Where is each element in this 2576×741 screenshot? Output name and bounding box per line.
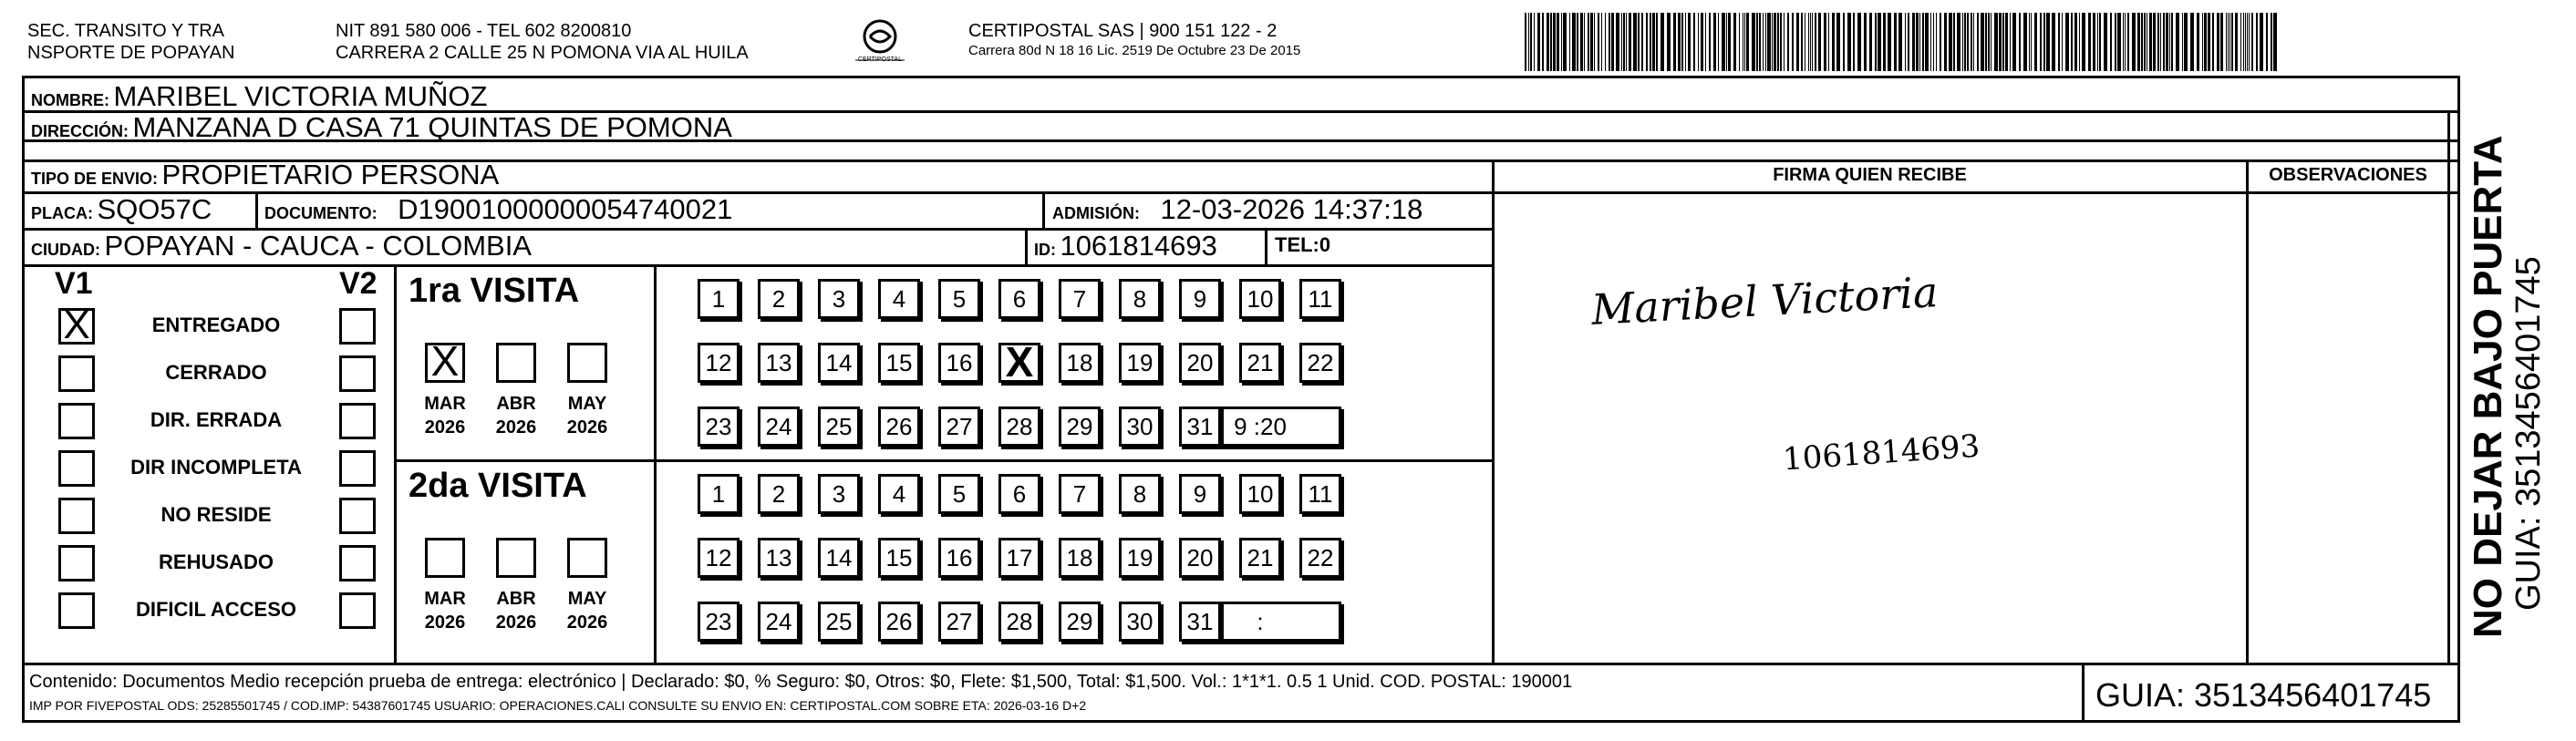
nombre-value: MARIBEL VICTORIA MUÑOZ	[113, 80, 488, 112]
day-box[interactable]: 9	[1179, 474, 1221, 514]
day-box[interactable]: 22	[1299, 538, 1341, 578]
v2-checkbox[interactable]	[339, 450, 376, 487]
v1-checkbox[interactable]	[58, 303, 95, 347]
side-warning: NO DEJAR BAJO PUERTA	[2466, 135, 2510, 638]
year-label: 2026	[424, 612, 466, 633]
day-box[interactable]: 30	[1119, 602, 1161, 642]
v1-checkbox[interactable]	[58, 498, 95, 534]
day-box[interactable]: 12	[698, 538, 740, 578]
barcode	[1525, 13, 2283, 71]
day-box[interactable]: 7	[1059, 474, 1101, 514]
day-box[interactable]: 1	[698, 279, 740, 319]
day-box[interactable]: 19	[1119, 538, 1161, 578]
nit-block	[336, 20, 749, 64]
direccion-label: DIRECCIÓN:	[31, 122, 129, 140]
day-box[interactable]: 11	[1299, 474, 1341, 514]
tel-label: TEL:	[1275, 233, 1319, 256]
day-box[interactable]: 5	[938, 279, 980, 319]
placa-value: SQO57C	[97, 193, 212, 225]
day-box[interactable]: 7	[1059, 279, 1101, 319]
status-reason: DIR. ERRADA	[150, 408, 283, 431]
observaciones-header: OBSERVACIONES	[2269, 165, 2427, 185]
nombre-label: NOMBRE:	[31, 91, 109, 109]
day-box[interactable]: 30	[1119, 407, 1161, 447]
documento-label: DOCUMENTO:	[264, 204, 378, 222]
time-box[interactable]: :	[1179, 602, 1341, 642]
status-reason: REHUSADO	[159, 551, 274, 573]
v1-label: V1	[55, 266, 93, 301]
v2-label: V2	[339, 266, 378, 301]
tipo-value: PROPIETARIO PERSONA	[161, 159, 500, 190]
placa-field	[31, 193, 212, 226]
month-label: ABR	[496, 589, 536, 609]
tipo-row	[31, 159, 499, 191]
month-checkbox[interactable]	[425, 337, 465, 385]
side-vertical-text	[2467, 91, 2547, 638]
id-label: ID:	[1034, 241, 1056, 259]
year-label: 2026	[495, 417, 537, 437]
admision-value: 12-03-2026 14:37:18	[1160, 193, 1423, 225]
direccion-value: MANZANA D CASA 71 QUINTAS DE POMONA	[132, 111, 732, 143]
day-box[interactable]: 8	[1119, 279, 1161, 319]
day-box[interactable]: 17	[998, 538, 1040, 578]
courier-block	[968, 20, 1300, 60]
year-label: 2026	[566, 417, 608, 437]
v1-checkbox[interactable]	[58, 403, 95, 439]
month-label: MAR	[424, 394, 466, 414]
v1-checkbox[interactable]	[58, 355, 95, 392]
ciudad-label: CIUDAD:	[31, 241, 100, 259]
day-box[interactable]: 31	[1179, 407, 1221, 447]
day-box[interactable]: 25	[818, 407, 860, 447]
visit-title: 1ra VISITA	[409, 272, 580, 310]
day-box[interactable]: 19	[1119, 343, 1161, 383]
day-box[interactable]: 10	[1239, 474, 1281, 514]
year-label: 2026	[495, 612, 537, 633]
footer-guia: GUIA: 3513456401745	[2095, 676, 2432, 714]
tel-field	[1275, 233, 1330, 257]
documento-value: D19001000000054740021	[398, 193, 733, 225]
day-box[interactable]: 3	[818, 279, 860, 319]
v2-checkbox[interactable]	[339, 592, 376, 629]
day-box[interactable]: 1	[698, 474, 740, 514]
time-box[interactable]: 9 :20	[1179, 407, 1341, 447]
day-box[interactable]: 29	[1059, 602, 1101, 642]
status-reason: NO RESIDE	[160, 503, 272, 526]
visit-title: 2da VISITA	[409, 467, 587, 505]
courier-line: CERTIPOSTAL SAS | 900 151 122 - 2	[968, 21, 1278, 41]
v1-checkbox[interactable]	[58, 450, 95, 487]
month-label: MAY	[567, 589, 607, 609]
day-box[interactable]: 20	[1179, 343, 1221, 383]
day-box[interactable]: 4	[878, 279, 920, 319]
day-box[interactable]: 8	[1119, 474, 1161, 514]
v1-checkbox[interactable]	[58, 592, 95, 629]
day-box[interactable]: 26	[878, 407, 920, 447]
day-box[interactable]: 18	[1059, 343, 1101, 383]
status-reason: ENTREGADO	[151, 314, 281, 336]
company-line-2: NSPORTE DE POPAYAN	[27, 43, 235, 63]
day-box[interactable]: 11	[1299, 279, 1341, 319]
admision-label: ADMISIÓN:	[1052, 204, 1140, 222]
day-box[interactable]: 24	[758, 602, 800, 642]
ciudad-value: POPAYAN - CAUCA - COLOMBIA	[104, 230, 532, 262]
tipo-label: TIPO DE ENVIO:	[31, 170, 159, 188]
checked-mark: X	[1005, 338, 1034, 386]
v2-checkbox[interactable]	[339, 308, 376, 345]
day-box[interactable]: 15	[878, 343, 920, 383]
tel-value: 0	[1319, 233, 1331, 256]
footer-contents: Contenido: Documentos Medio recepción prueba de entrega: electrónico | Declarado: $0, % Seguro: $0, Otros: $0, Flete: $1,500, Total: $1,500. Vol.: 1*1*1. 0.5 1 Unid. COD. POSTAL: 190001	[29, 672, 1573, 692]
month-checkbox[interactable]	[425, 538, 465, 578]
day-box[interactable]: 10	[1239, 279, 1281, 319]
day-box[interactable]: 14	[818, 343, 860, 383]
day-box[interactable]: 27	[938, 602, 980, 642]
day-box[interactable]: 6	[998, 474, 1040, 514]
day-box[interactable]: 22	[1299, 343, 1341, 383]
v2-checkbox[interactable]	[339, 355, 376, 392]
v2-checkbox[interactable]	[339, 498, 376, 534]
day-box[interactable]: 14	[818, 538, 860, 578]
month-checkbox[interactable]	[567, 343, 607, 383]
day-box[interactable]: 2	[758, 474, 800, 514]
ciudad-field	[31, 230, 532, 262]
day-box[interactable]: 9	[1179, 279, 1221, 319]
checked-mark: X	[63, 303, 90, 347]
admision-field	[1052, 193, 1422, 226]
day-box[interactable]: 13	[758, 538, 800, 578]
day-box[interactable]: 28	[998, 407, 1040, 447]
company-name	[27, 20, 234, 64]
address-line: CARRERA 2 CALLE 25 N POMONA VIA AL HUILA	[336, 43, 749, 63]
status-reason: DIR INCOMPLETA	[130, 456, 302, 479]
checked-mark: X	[430, 337, 460, 385]
firma-header: FIRMA QUIEN RECIBE	[1773, 165, 1967, 185]
day-box[interactable]: 12	[698, 343, 740, 383]
day-box[interactable]: 21	[1239, 538, 1281, 578]
day-box[interactable]: 27	[938, 407, 980, 447]
courier-sub: Carrera 80d N 18 16 Lic. 2519 De Octubre 23 De 2015	[968, 43, 1301, 58]
day-box[interactable]: 26	[878, 602, 920, 642]
month-checkbox[interactable]	[567, 538, 607, 578]
side-guia: GUIA: 3513456401745	[2509, 256, 2548, 611]
day-box[interactable]: 16	[938, 538, 980, 578]
month-checkbox[interactable]	[496, 343, 536, 383]
day-box[interactable]: 23	[698, 407, 740, 447]
status-reason: CERRADO	[165, 361, 267, 384]
company-line-1: SEC. TRANSITO Y TRA	[27, 21, 224, 41]
day-box[interactable]: 6	[998, 279, 1040, 319]
v1-checkbox[interactable]	[58, 545, 95, 581]
month-label: ABR	[496, 394, 536, 414]
day-box[interactable]: 15	[878, 538, 920, 578]
handwritten-id: 1061814693	[1781, 427, 1981, 479]
documento-field	[264, 193, 732, 226]
status-reason: DIFICIL ACCESO	[135, 598, 296, 621]
direccion-row	[31, 111, 732, 144]
month-label: MAY	[567, 394, 607, 414]
v2-checkbox[interactable]	[339, 403, 376, 439]
day-box[interactable]: 20	[1179, 538, 1221, 578]
day-box[interactable]: 24	[758, 407, 800, 447]
year-label: 2026	[424, 417, 466, 437]
day-box[interactable]: 29	[1059, 407, 1101, 447]
day-box[interactable]: 21	[1239, 343, 1281, 383]
day-box[interactable]: 16	[938, 343, 980, 383]
footer-print-info: IMP POR FIVEPOSTAL ODS: 25285501745 / COD.IMP: 54387601745 USUARIO: OPERACIONES.CALI CONSULTE SU ENVIO EN: CERTIPOSTAL.COM SOBRE ETA: 2026-03-16 D+2	[29, 698, 1087, 713]
day-box[interactable]: 3	[818, 474, 860, 514]
day-box[interactable]: 28	[998, 602, 1040, 642]
day-box[interactable]: 25	[818, 602, 860, 642]
placa-label: PLACA:	[31, 204, 93, 222]
handwritten-signature: Maribel Victoria	[1589, 267, 1940, 334]
id-value: 1061814693	[1060, 230, 1217, 262]
day-box[interactable]: 5	[938, 474, 980, 514]
day-box[interactable]	[998, 338, 1040, 386]
day-box[interactable]: 23	[698, 602, 740, 642]
month-checkbox[interactable]	[496, 538, 536, 578]
logo-caption: CERTIPOSTAL	[858, 57, 902, 63]
day-box[interactable]: 13	[758, 343, 800, 383]
day-box[interactable]: 2	[758, 279, 800, 319]
nit-line: NIT 891 580 006 - TEL 602 8200810	[336, 21, 632, 41]
nombre-row	[31, 80, 487, 113]
v2-checkbox[interactable]	[339, 545, 376, 581]
day-box[interactable]: 4	[878, 474, 920, 514]
year-label: 2026	[566, 612, 608, 633]
day-box[interactable]: 31	[1179, 602, 1221, 642]
month-label: MAR	[424, 589, 466, 609]
day-box[interactable]: 18	[1059, 538, 1101, 578]
id-field	[1034, 230, 1217, 262]
